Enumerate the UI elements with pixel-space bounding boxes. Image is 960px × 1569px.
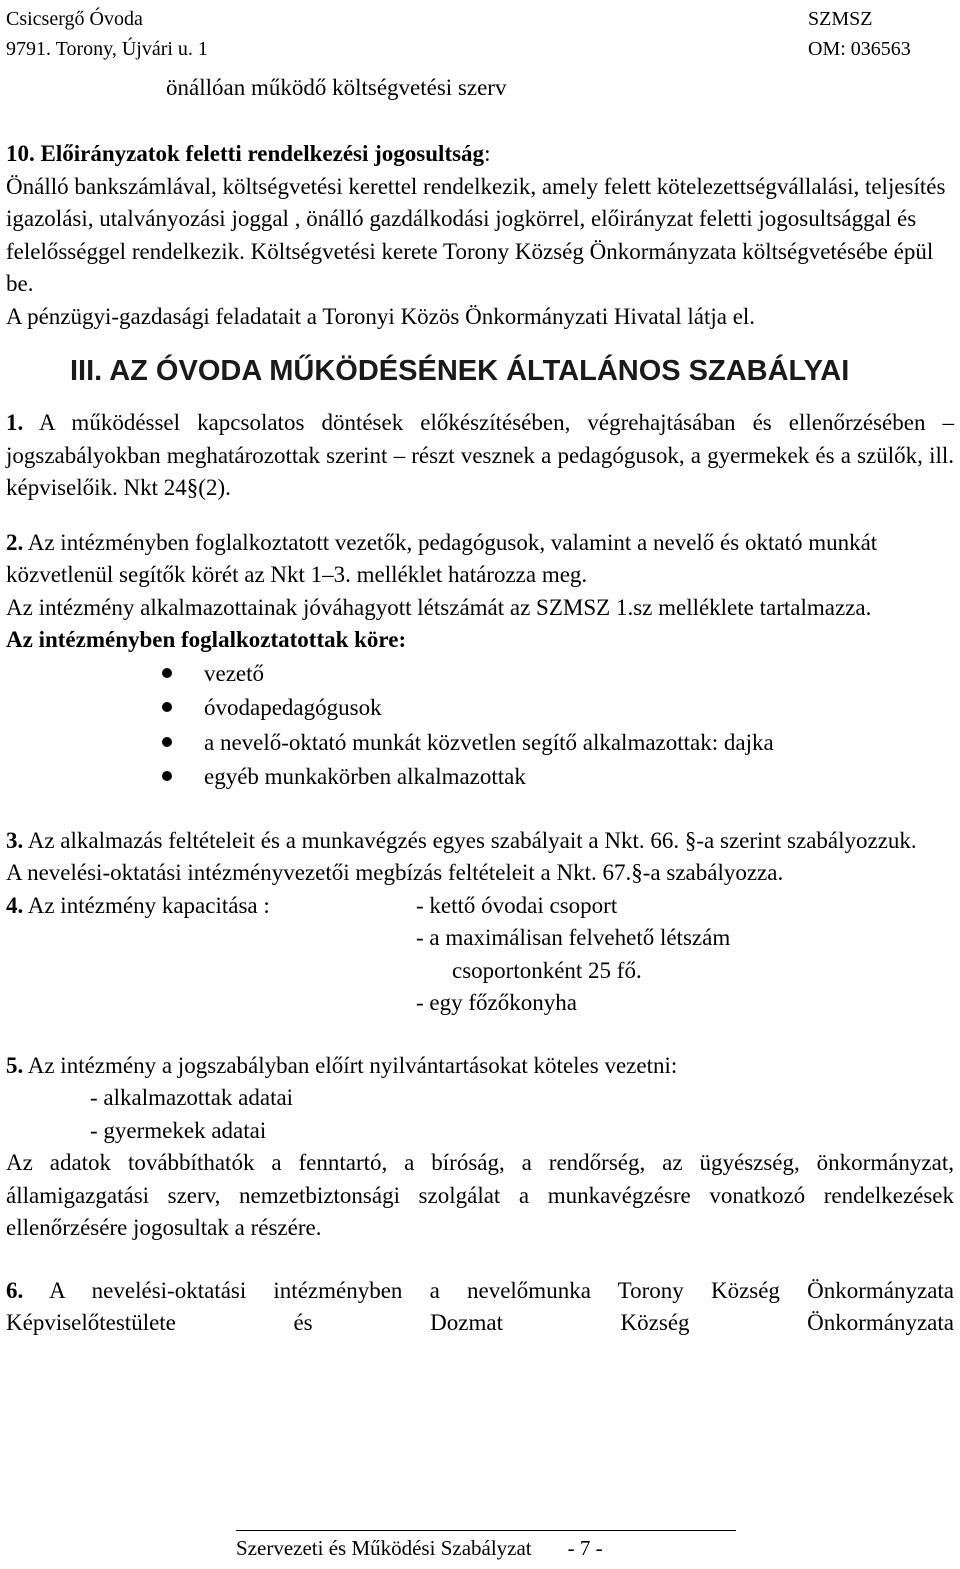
- capacity-label: Az intézmény kapacitása :: [23, 892, 270, 918]
- header-institution-address: 9791. Torony, Újvári u. 1: [6, 38, 208, 60]
- header-om-number: OM: 036563: [808, 38, 911, 60]
- bullet-icon: [162, 737, 172, 747]
- header-document-id: [808, 4, 911, 64]
- section-10-colon: :: [484, 141, 491, 166]
- header-institution-name: Csicsergő Óvoda: [6, 8, 143, 30]
- paragraph-3-text: Az alkalmazás feltételeit és a munkavégzés egyes szabályait a Nkt. 66. §-a szerint szabályozzuk.: [23, 827, 917, 853]
- record-item: - alkalmazottak adatai: [90, 1085, 294, 1110]
- bullet-icon: [162, 668, 172, 678]
- capacity-item-max: - a maximálisan felvehető létszám: [416, 925, 731, 950]
- bullet-icon: [162, 771, 172, 781]
- paragraph-6: [6, 1275, 954, 1340]
- section-10-title: Előirányzatok feletti rendelkezési jogosultság: [34, 141, 485, 166]
- capacity-item-kitchen: - egy főzőkonyha: [416, 990, 577, 1015]
- paragraph-3: [6, 825, 954, 858]
- document-page: [6, 0, 954, 1569]
- paragraph-1-text: A működéssel kapcsolatos döntések előkészítésében, végrehajtásában és ellenőrzésében – jogszabályokban meghatározottak szerint – részt vesznek a pedagógusok, a gyermekek és a szülők, ill. képviselőik. Nkt 24§(2).: [6, 410, 954, 500]
- continued-line: önállóan működő költségvetési szerv: [166, 75, 507, 100]
- paragraph-4: [6, 890, 954, 923]
- paragraph-5: [6, 1050, 954, 1083]
- list-item: egyéb munkakörben alkalmazottak: [162, 760, 954, 795]
- paragraph-2-text: Az intézményben foglalkoztatott vezetők, pedagógusok, valamint a nevelő és oktató munkát közvetlenül segítők körét az Nkt 1–3. melléklet határozza meg.: [6, 529, 878, 587]
- paragraph-2: [6, 527, 954, 592]
- paragraph-6-text: A nevelési-oktatási intézményben a nevelőmunka Torony Község Önkormányzata Képviselőtestülete és Dozmat Község Önkormányzata: [6, 1277, 954, 1335]
- header-document-type: SZMSZ: [808, 8, 873, 30]
- employees-heading: Az intézményben foglalkoztatottak köre:: [6, 627, 407, 652]
- paragraph-1: [6, 407, 954, 505]
- section-10-number: 10.: [6, 141, 35, 166]
- section-title: III. AZ ÓVODA MŰKÖDÉSÉNEK ÁLTALÁNOS SZABÁLYAI: [70, 355, 850, 387]
- list-item: vezető: [162, 657, 954, 692]
- record-item: - gyermekek adatai: [90, 1117, 267, 1143]
- paragraph-5-data-transfer: Az adatok továbbíthatók a fenntartó, a bíróság, a rendőrség, az ügyészség, önkormányzat, államigazgatási szerv, nemzetbiztonsági szolgálat a munkavégzésre vonatkozó rendelkezések ellenőrzésére jogosultak a részére.: [6, 1150, 954, 1240]
- header-institution: [6, 4, 208, 64]
- document-body: [6, 138, 954, 1340]
- paragraph-4-number: 4.: [6, 892, 24, 918]
- section-10-finance-line: A pénzügyi-gazdasági feladatait a Toronyi Közös Önkormányzati Hivatal látja el.: [6, 303, 756, 329]
- capacity-item-groups: - kettő óvodai csoport: [416, 892, 618, 918]
- page-footer: [236, 1530, 736, 1565]
- paragraph-1-number: 1.: [6, 410, 24, 435]
- capacity-item-per-group: csoportonként 25 fő.: [452, 957, 642, 983]
- section-10-body: Önálló bankszámlával, költségvetési kerettel rendelkezik, amely felett kötelezettségvállalási, teljesítés igazolási, utalványozási joggal , önálló gazdálkodási jogkörrel, előirányzat feletti jogosultsággal és felelősséggel rendelkezik. Költségvetési kerete Torony Község Önkormányzata költségvetésébe épül be.: [6, 173, 946, 296]
- page-number: - 7 -: [567, 1536, 603, 1560]
- list-item: óvodapedagógusok: [162, 691, 954, 726]
- paragraph-3-mandate: A nevelési-oktatási intézményvezetői megbízás feltételeit a Nkt. 67.§-a szabályozza.: [6, 860, 784, 885]
- paragraph-2-staffing: Az intézmény alkalmazottainak jóváhagyott létszámát az SZMSZ 1.sz melléklete tartalmazza.: [6, 594, 872, 620]
- employees-list: [6, 657, 954, 795]
- bullet-icon: [162, 702, 172, 712]
- paragraph-6-number: 6.: [6, 1277, 24, 1303]
- paragraph-3-number: 3.: [6, 827, 24, 853]
- paragraph-2-number: 2.: [6, 529, 24, 555]
- paragraph-5-number: 5.: [6, 1052, 24, 1078]
- footer-document-title: Szervezeti és Működési Szabályzat: [236, 1536, 532, 1560]
- paragraph-5-text: Az intézmény a jogszabályban előírt nyilvántartásokat köteles vezetni:: [23, 1052, 678, 1078]
- list-item: a nevelő-oktató munkát közvetlen segítő alkalmazottak: dajka: [162, 726, 954, 761]
- section-10-heading: [6, 138, 954, 171]
